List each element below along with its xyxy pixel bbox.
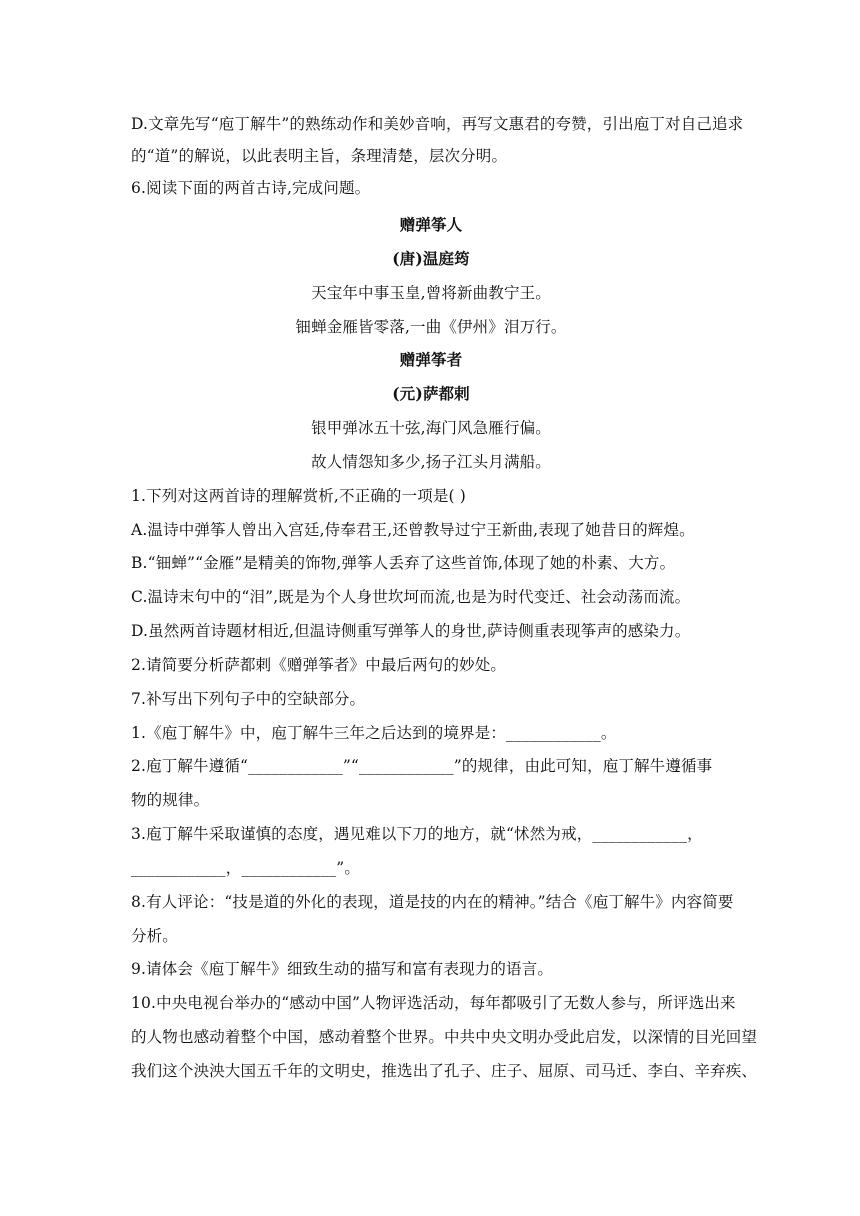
q7-item2-line2: 物的规律。 bbox=[131, 791, 210, 809]
option-d-text-line2: 的“道”的解说，以此表明主旨，条理清楚，层次分明。 bbox=[131, 147, 508, 165]
q6-sub1-option-b: B.“钿蝉”“金雁”是精美的饰物,弹筝人丢弃了这些首饰,体现了她的朴素、大方。 bbox=[131, 554, 676, 572]
q7-item2-line1: 2.庖丁解牛遵循“____________”“____________”的规律，由此可知，庖丁解牛遵循事 bbox=[131, 757, 713, 775]
q6-sub1-option-c: C.温诗末句中的“泪”,既是为个人身世坎坷而流,也是为时代变迁、社会动荡而流。 bbox=[131, 588, 691, 606]
q7-item3-line1: 3.庖丁解牛采取谨慎的态度，遇见难以下刀的地方，就“怵然为戒，____________， bbox=[131, 825, 703, 843]
q6-sub1-stem: 1.下列对这两首诗的理解赏析,不正确的一项是( ) bbox=[131, 487, 466, 505]
poem-2-author: (元)萨都剌 bbox=[392, 384, 470, 403]
q7-item1: 1.《庖丁解牛》中，庖丁解牛三年之后达到的境界是：____________。 bbox=[131, 724, 617, 742]
q6-sub1-option-a: A.温诗中弹筝人曾出入宫廷,侍奉君王,还曾教导过宁王新曲,表现了她昔日的辉煌。 bbox=[131, 521, 695, 539]
poem-1-title: 赠弹筝人 bbox=[399, 215, 463, 234]
question-10-line2: 的人物也感动着整个中国，感动着整个世界。中共中央文明办受此启发，以深情的目光回望 bbox=[131, 1028, 758, 1046]
question-8-line2: 分析。 bbox=[131, 927, 178, 945]
question-9: 9.请体会《庖丁解牛》细致生动的描写和富有表现力的语言。 bbox=[131, 960, 553, 978]
poem-1-author: (唐)温庭筠 bbox=[392, 249, 470, 268]
question-10-line1: 10.中央电视台举办的“感动中国”人物评选活动，每年都吸引了无数人参与，所评选出来 bbox=[131, 994, 736, 1012]
q6-sub2-stem: 2.请简要分析萨都剌《赠弹筝者》中最后两句的妙处。 bbox=[131, 656, 507, 674]
poem-2-title: 赠弹筝者 bbox=[399, 350, 463, 369]
option-d-text-line1: D.文章先写“庖丁解牛”的熟练动作和美妙音响，再写文惠君的夸赞，引出庖丁对自己追求 bbox=[131, 115, 744, 133]
question-8-line1: 8.有人评论：“技是道的外化的表现，道是技的内在的精神。”结合《庖丁解牛》内容简要 bbox=[131, 893, 734, 911]
poem-1-line-2: 钿蝉金雁皆零落,一曲《伊州》泪万行。 bbox=[295, 318, 567, 336]
question-7-stem: 7.补写出下列句子中的空缺部分。 bbox=[131, 690, 366, 708]
question-10-line3: 我们这个泱泱大国五千年的文明史，推选出了孔子、庄子、屈原、司马迁、李白、辛弃疾、 bbox=[131, 1062, 758, 1080]
q7-item3-line2: ____________，____________”。 bbox=[131, 859, 360, 877]
question-6-stem: 6.阅读下面的两首古诗,完成问题。 bbox=[131, 179, 371, 197]
poem-2-line-2: 故人情怨知多少,扬子江头月满船。 bbox=[311, 453, 551, 471]
poem-2-line-1: 银甲弹冰五十弦,海门风急雁行偏。 bbox=[311, 419, 551, 437]
q6-sub1-option-d: D.虽然两首诗题材相近,但温诗侧重写弹筝人的身世,萨诗侧重表现筝声的感染力。 bbox=[131, 622, 691, 640]
poem-1-line-1: 天宝年中事玉皇,曾将新曲教宁王。 bbox=[311, 284, 551, 302]
